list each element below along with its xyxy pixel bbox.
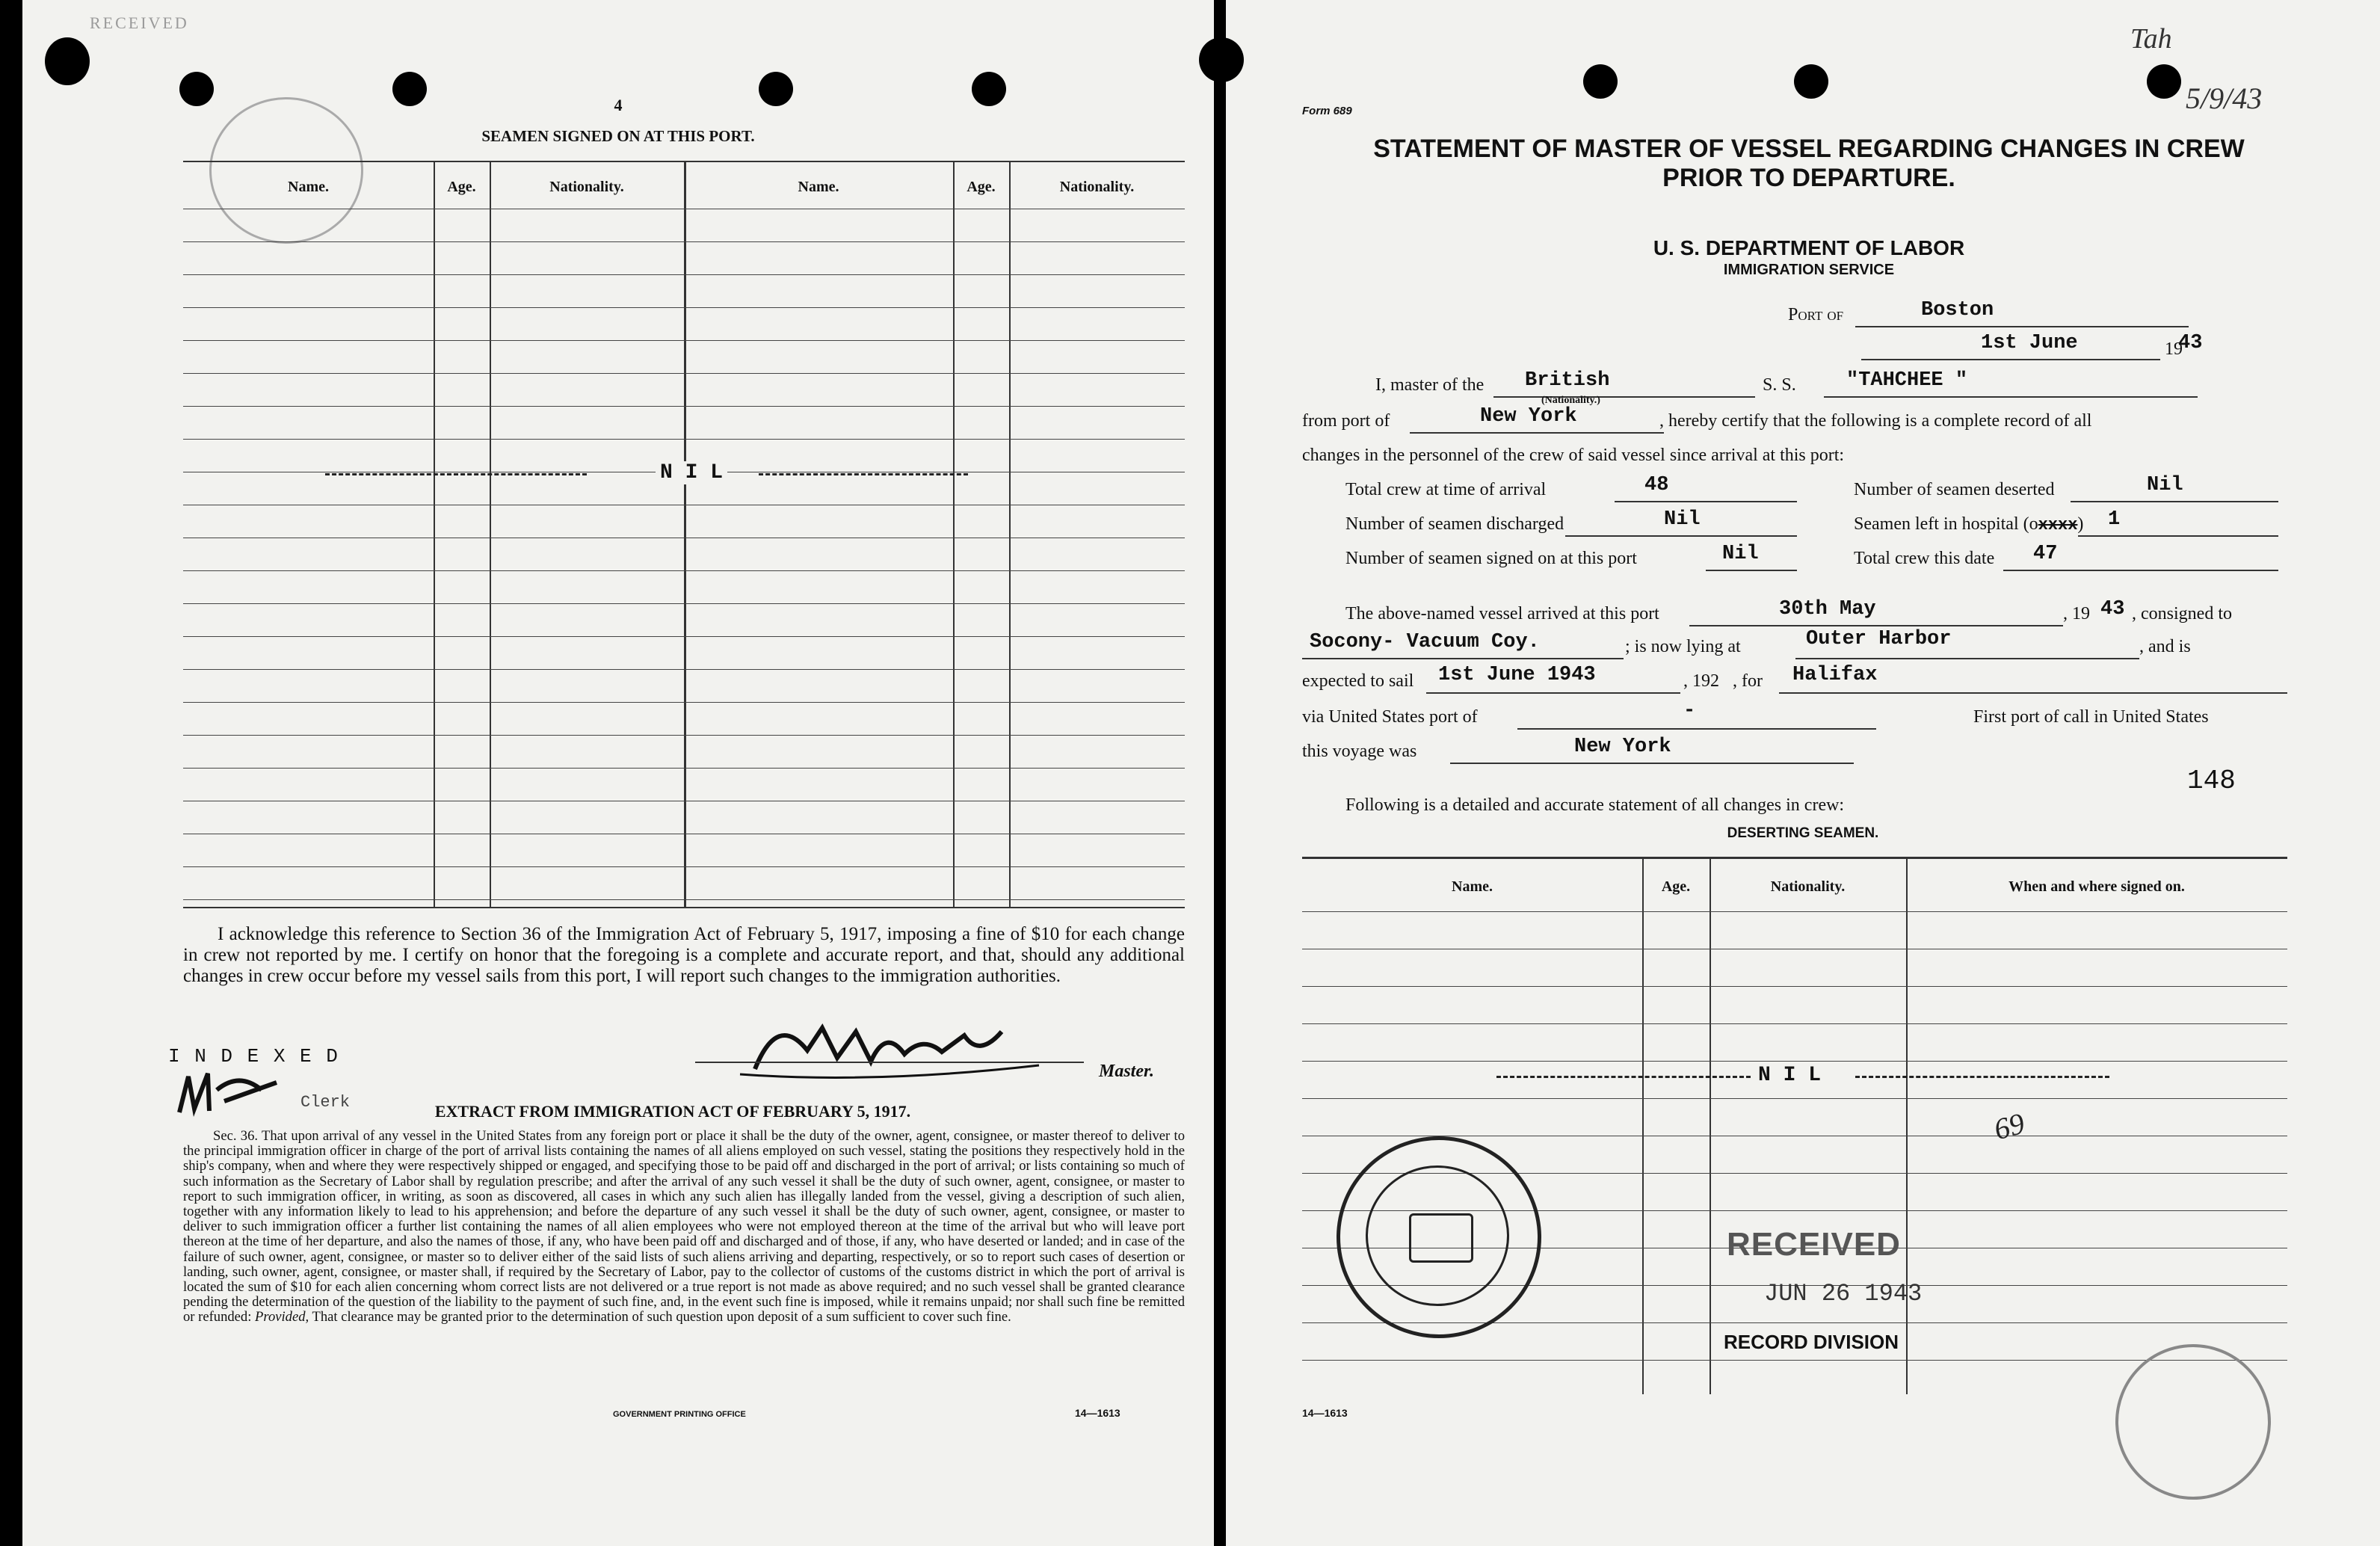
port-label: Port of <box>1788 305 1844 324</box>
received-stamp-label: RECEIVED <box>1727 1226 1901 1263</box>
extract-text: Sec. 36. That upon arrival of any vessel in the United States from any foreign port or place it shall be the duty of the owner, agent, consignee, or master thereof to deliver to the principal immigration officer in charge of the port of arrival lists containing the names of all aliens employed on such vessel, stating the positions they respectively hold in the ship's company, when and where they were respectively shipped or engaged, and specifying those to be paid off and discharged in the port of arrival; or lists containing so much of such information as the Secretary of Labor shall by regulation prescribe; and after the arrival of any such vessel it shall be the duty of such owner, agent, consignee, or master to report to such immigration officer, in writing, as soon as discovered, all cases in which any such alien has illegally landed from the vessel, giving a description of such alien, together with any information likely to lead to his apprehension; and before the departure of any such vessel it shall be the duty of such owner, agent, consignee, or master to deliver to such immigration officer a further list containing the names of all alien employees who were not employed thereon at the time of the arrival but who will leave port thereon at the time of her departure, and also the names of those, if any, who have been paid off and discharged and of those, if any, who have deserted or landed; and in case of the failure of such owner, agent, consignee, or master so to deliver either of the said lists of such aliens arriving and departing, respectively, or so to report such cases of desertion or landing, such owner, agent, consignee, or master shall, if required by the Secretary of Labor, pay to the collector of customs of the customs district in which the port of arrival is located the sum of $10 for each alien concerning whom correct lists are not delivered or a true report is not made as above required; and no such vessel shall be granted clearance pending the determination of the question of the liability to the payment of such fine, and, in the event such fine is imposed, while it remains unpaid; nor shall such fine be remitted or refunded: Provided, That clearance may be granted prior to the determination of such question upon deposit of a sum sufficient to cover such fine. <box>183 1128 1185 1325</box>
discharged-label: Number of seamen discharged <box>1345 514 1564 534</box>
table-row-line <box>183 439 1185 440</box>
right-page <box>1226 0 2380 1546</box>
indexed-stamp: I N D E X E D <box>168 1045 339 1068</box>
service-name: IMMIGRATION SERVICE <box>1723 262 1895 278</box>
punch-hole <box>2147 64 2181 99</box>
left-page <box>22 0 1214 1546</box>
table-row-line <box>183 735 1185 736</box>
signed-on-value: Nil <box>1722 543 1759 565</box>
table-row-line <box>183 669 1185 670</box>
voyage-value: New York <box>1574 736 1671 758</box>
nil-entry: N I L <box>656 461 727 484</box>
page-number: 4 <box>614 96 623 114</box>
form-code: 14—1613 <box>1075 1407 1120 1419</box>
from-port-value: New York <box>1480 405 1577 428</box>
table-row-line <box>183 241 1185 242</box>
column-header: When and where signed on. <box>2008 878 2185 895</box>
column-header: Age. <box>967 179 996 195</box>
for-value: Halifax <box>1792 664 1878 686</box>
corner-date-annotation: 5/9/43 <box>2186 81 2263 115</box>
hospital-label: Seamen left in hospital (oxxxx) <box>1854 514 2084 535</box>
ss-label: S. S. <box>1763 375 1796 395</box>
printer-note: GOVERNMENT PRINTING OFFICE <box>613 1410 746 1419</box>
from-port-label: from port of <box>1302 411 1390 431</box>
via-value: - <box>1683 700 1696 722</box>
column-header: Nationality. <box>1770 878 1846 895</box>
total-crew-date-label: Total crew this date <box>1854 549 1995 568</box>
deserted-label: Number of seamen deserted <box>1854 480 2055 499</box>
table-row-line <box>183 866 1185 867</box>
consignee-value: Socony- Vacuum Coy. <box>1310 631 1540 653</box>
table-row-line <box>183 570 1185 571</box>
punch-hole <box>1794 64 1828 99</box>
table-row-line <box>1302 1023 2287 1024</box>
arrived-label: The above-named vessel arrived at this port <box>1345 604 1659 623</box>
nationality-value: British <box>1525 369 1610 392</box>
ship-name: "TAHCHEE " <box>1846 369 1968 392</box>
page-number: 148 <box>2187 766 2236 796</box>
and-is-label: , and is <box>2139 637 2191 656</box>
clerk-initials-signature <box>172 1068 299 1120</box>
form-number: Form 689 <box>1302 105 1352 117</box>
table-row-line <box>1302 1098 2287 1099</box>
clerk-label: Clerk <box>300 1093 351 1112</box>
voyage-label: this voyage was <box>1302 742 1417 761</box>
year-prefix: 19 <box>2165 339 2183 359</box>
form-title: STATEMENT OF MASTER OF VESSEL REGARDING CHANGES IN CREW PRIOR TO DEPARTURE. <box>1373 135 2245 192</box>
signed-on-label: Number of seamen signed on at this port <box>1345 549 1637 568</box>
date-value: 1st June <box>1981 332 2078 354</box>
column-header: Name. <box>288 179 329 195</box>
table-row-line <box>183 373 1185 374</box>
margin-note: 69 <box>1990 1106 2029 1147</box>
punch-hole <box>45 37 90 85</box>
table-row-line <box>183 636 1185 637</box>
seamen-signed-on-table <box>183 161 1185 908</box>
first-port-label: First port of call in United States <box>1973 707 2209 727</box>
acknowledgement-text: I acknowledge this reference to Section 36 of the Immigration Act of February 5, 1917, imposing a fine of $10 for each change in crew not reported by me. I certify on honor that the foregoing is a complete and accurate report, and that, should any additional changes in crew occur before my vessel sails from this port, I will report such changes to the immigration authorities. <box>183 924 1185 986</box>
circular-date-stamp <box>1337 1136 1541 1338</box>
faded-circle-stamp <box>2115 1344 2271 1500</box>
corner-stamp: RECEIVED <box>90 13 189 32</box>
table-row-line <box>183 274 1185 275</box>
form-code: 14—1613 <box>1302 1407 1348 1419</box>
column-header: Age. <box>447 179 476 195</box>
expected-value: 1st June 1943 <box>1438 664 1596 686</box>
master-of-label: I, master of the <box>1375 375 1485 395</box>
corner-annotation: Tah <box>2130 23 2172 55</box>
lying-label: ; is now lying at <box>1625 637 1741 656</box>
expected-label: expected to sail <box>1302 671 1414 691</box>
table-row-line <box>183 702 1185 703</box>
discharged-value: Nil <box>1664 508 1701 531</box>
for-label: , for <box>1733 671 1763 691</box>
table-row-line <box>183 768 1185 769</box>
nil-entry: N I L <box>1754 1064 1825 1087</box>
column-header: Age. <box>1661 878 1691 895</box>
deserted-value: Nil <box>2147 474 2183 496</box>
table-row-line <box>1302 1061 2287 1062</box>
master-signature <box>725 1005 1046 1088</box>
total-crew-arrival-label: Total crew at time of arrival <box>1345 480 1547 499</box>
received-stamp-date: JUN 26 1943 <box>1764 1280 1923 1308</box>
hospital-value: 1 <box>2108 508 2121 531</box>
arrived-value: 30th May <box>1779 598 1876 620</box>
table-row-line <box>183 340 1185 341</box>
table-row-line <box>1302 1360 2287 1361</box>
following-text: Following is a detailed and accurate statement of all changes in crew: <box>1345 795 1845 815</box>
record-division-label: RECORD DIVISION <box>1724 1331 1899 1353</box>
via-label: via United States port of <box>1302 707 1478 727</box>
table-row-line <box>183 603 1185 604</box>
column-header: Nationality. <box>549 179 624 195</box>
port-value: Boston <box>1921 299 1994 321</box>
certify-text: , hereby certify that the following is a complete record of all <box>1659 411 2092 431</box>
department-name: U. S. DEPARTMENT OF LABOR <box>1653 236 1965 259</box>
arrived-year-value: 43 <box>2100 598 2125 620</box>
section-title: SEAMEN SIGNED ON AT THIS PORT. <box>481 127 755 145</box>
deserting-title: DESERTING SEAMEN. <box>1727 825 1879 841</box>
table-row-line <box>183 307 1185 308</box>
table-row-line <box>1302 986 2287 987</box>
changes-text: changes in the personnel of the crew of said vessel since arrival at this port: <box>1302 446 1845 465</box>
punch-hole <box>1583 64 1618 99</box>
punch-hole <box>1199 37 1244 82</box>
column-header: Nationality. <box>1059 179 1135 195</box>
column-header: Name. <box>1452 878 1493 895</box>
year-value: 43 <box>2178 332 2203 354</box>
nationality-caption: (Nationality.) <box>1541 395 1600 406</box>
column-header: Name. <box>798 179 839 195</box>
extract-title: EXTRACT FROM IMMIGRATION ACT OF FEBRUARY 5, 1917. <box>434 1102 911 1121</box>
master-label: Master. <box>1099 1062 1155 1081</box>
table-row-line <box>183 899 1185 900</box>
total-crew-date-value: 47 <box>2033 543 2058 565</box>
arrived-year-prefix: , 19 <box>2063 604 2090 623</box>
total-crew-arrival-value: 48 <box>1644 474 1669 496</box>
year-suffix-label: , 192 <box>1683 671 1719 691</box>
consigned-label: , consigned to <box>2132 604 2232 623</box>
table-row-line <box>183 406 1185 407</box>
lying-value: Outer Harbor <box>1806 628 1952 650</box>
